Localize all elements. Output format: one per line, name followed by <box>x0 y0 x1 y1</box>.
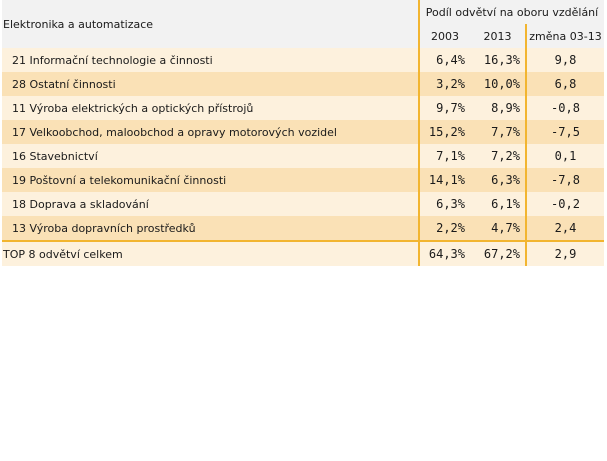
table-row <box>2 96 604 120</box>
total-row <box>2 241 604 266</box>
column-header-2003: 2003 <box>419 24 470 48</box>
share-2013: 4,7% <box>470 216 526 241</box>
column-header-2013: 2013 <box>470 24 526 48</box>
share-2013: 6,3% <box>470 168 526 192</box>
table-row <box>2 72 604 96</box>
share-2013: 8,9% <box>470 96 526 120</box>
sector-label: 16 Stavebnictví <box>2 144 419 168</box>
sector-label: 17 Velkoobchod, maloobchod a opravy motorových vozidel <box>2 120 419 144</box>
sector-label: 19 Poštovní a telekomunikační činnosti <box>2 168 419 192</box>
share-2003: 3,2% <box>419 72 470 96</box>
share-2013: 16,3% <box>470 48 526 72</box>
share-2013: 7,7% <box>470 120 526 144</box>
table-row <box>2 144 604 168</box>
share-group-header: Podíl odvětví na oboru vzdělání <box>419 0 604 24</box>
share-2003: 7,1% <box>419 144 470 168</box>
sector-label: 21 Informační technologie a činnosti <box>2 48 419 72</box>
share-change: 6,8 <box>526 72 604 96</box>
table-row <box>2 48 604 72</box>
share-2013: 10,0% <box>470 72 526 96</box>
share-change: 2,4 <box>526 216 604 241</box>
share-change: 9,8 <box>526 48 604 72</box>
share-change: -7,8 <box>526 168 604 192</box>
total-share-change: 2,9 <box>526 241 604 266</box>
share-2003: 6,3% <box>419 192 470 216</box>
field-of-study-label: Elektronika a automatizace <box>2 0 419 48</box>
share-change: -0,8 <box>526 96 604 120</box>
total-label: TOP 8 odvětví celkem <box>2 241 419 266</box>
column-header-change: změna 03-13 <box>526 24 604 48</box>
sector-label: 11 Výroba elektrických a optických přístrojů <box>2 96 419 120</box>
share-2003: 6,4% <box>419 48 470 72</box>
table-row <box>2 168 604 192</box>
table-row <box>2 192 604 216</box>
sector-share-table <box>2 0 604 266</box>
total-share-2003: 64,3% <box>419 241 470 266</box>
share-change: -0,2 <box>526 192 604 216</box>
share-2013: 7,2% <box>470 144 526 168</box>
share-2003: 14,1% <box>419 168 470 192</box>
share-change: 0,1 <box>526 144 604 168</box>
share-2003: 2,2% <box>419 216 470 241</box>
share-2003: 9,7% <box>419 96 470 120</box>
share-change: -7,5 <box>526 120 604 144</box>
table-header-row <box>2 0 604 24</box>
sector-label: 28 Ostatní činnosti <box>2 72 419 96</box>
share-2013: 6,1% <box>470 192 526 216</box>
total-share-2013: 67,2% <box>470 241 526 266</box>
table-row <box>2 120 604 144</box>
table-row <box>2 216 604 241</box>
sector-label: 13 Výroba dopravních prostředků <box>2 216 419 241</box>
share-2003: 15,2% <box>419 120 470 144</box>
sector-label: 18 Doprava a skladování <box>2 192 419 216</box>
